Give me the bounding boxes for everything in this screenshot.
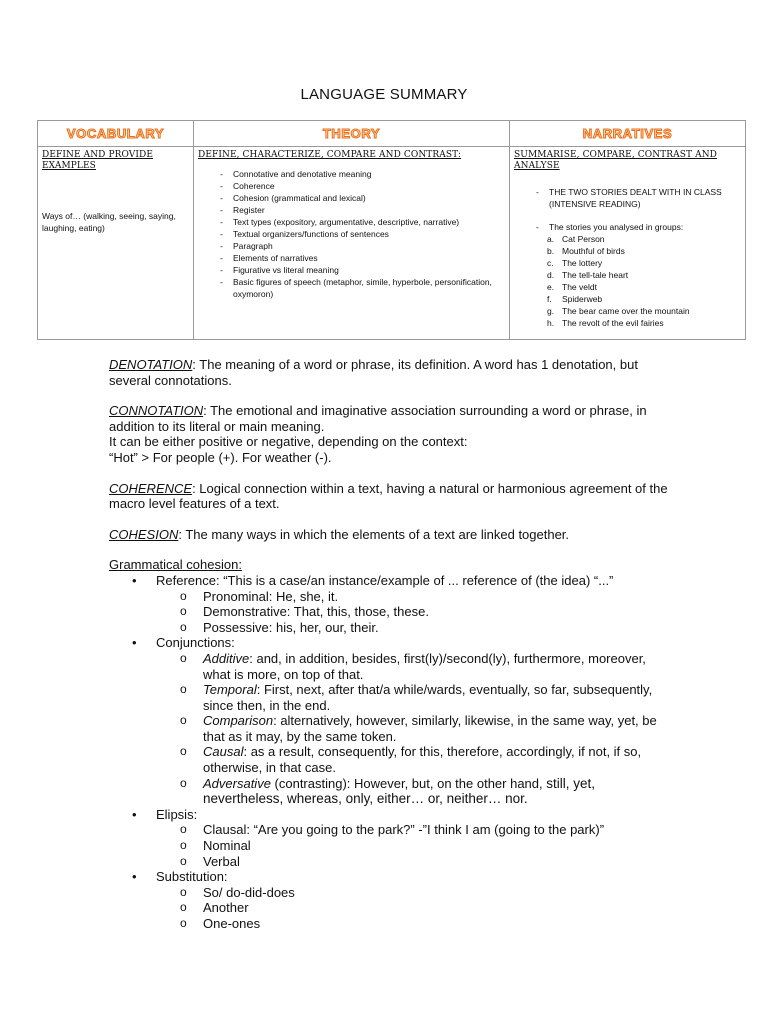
list-item: o Additive: and, in addition, besides, first(ly)/second(ly), furthermore, moreover, what is more, on top of that. (180, 650, 646, 682)
substitution-sublist (156, 885, 669, 932)
header-vocabulary-label: VOCABULARY (66, 125, 165, 141)
vocabulary-text: Ways of… (walking, seeing, saying, laughing, eating) (42, 211, 176, 233)
list-item: o Causal: as a result, consequently, for this, therefore, accordingly, if not, if so, otherwise, in that case. (180, 744, 642, 776)
list-item: o One-ones (180, 916, 261, 931)
theory-cell (194, 147, 510, 340)
list-item: o Nominal (180, 838, 251, 854)
header-theory-label: THEORY (322, 125, 381, 141)
list-item: • Substitution: o So/ do-did-does o Another o One-ones (109, 869, 669, 931)
denotation-term: DENOTATION (109, 357, 193, 372)
page-title: LANGUAGE SUMMARY (300, 86, 468, 103)
list-item: - The stories you analysed in groups: (536, 221, 741, 233)
summary-table (37, 120, 746, 340)
document-body (109, 357, 669, 932)
coherence-term: COHERENCE (109, 480, 193, 496)
list-item: g. The bear came over the mountain (547, 306, 690, 316)
list-item: o Temporal: First, next, after that/a while/wards, eventually, so far, subsequently, since then, in the end. (180, 682, 653, 713)
list-item: e. The veldt (547, 282, 597, 292)
narratives-cell (510, 147, 746, 340)
cohesion-paragraph: COHESION: The many ways in which the elements of a text are linked together. (109, 526, 570, 542)
list-item: • Conjunctions: o Additive: and, in addition, besides, first(ly)/second(ly), furthermore, moreover, what is more, on top of that. o Temporal: First, next, after that/a while/wards, eventually, so far, subsequently, since then, in the end. o Comparison: alternatively, however, similarly, likewise, in the same way, yet, be that as it may, by the same token. o Causal: as a result, consequently, for this, therefore, accordingly, if not, if so, otherwise, in that case. o Adversative (contrasting): However, but, on the other hand, still, yet, nevertheless, whereas, only, either… or, neither… nor. (109, 635, 669, 807)
narratives-list (514, 186, 741, 210)
cohesion-list (109, 573, 669, 932)
list-item: - Basic figures of speech (metaphor, simile, hyperbole, personification, oxymoron) (220, 276, 505, 300)
list-item: d. The tell-tale heart (547, 270, 629, 280)
header-theory (194, 121, 510, 147)
list-item: - THE TWO STORIES DEALT WITH IN CLASS (INTENSIVE READING) (536, 186, 741, 210)
list-item: o Another (180, 900, 249, 916)
header-narratives-label: NARRATIVES (582, 125, 673, 141)
list-item: • Elipsis: o Clausal: “Are you going to the park?” -”I think I am (going to the park)” o Nominal o Verbal (109, 807, 669, 869)
list-item: o Verbal (180, 853, 240, 869)
elipsis-sublist (156, 822, 669, 869)
header-vocabulary (38, 121, 194, 147)
list-item: - Paragraph (220, 240, 505, 252)
list-item: - Cohesion (grammatical and lexical) (220, 192, 505, 204)
list-item: - Text types (expository, argumentative, descriptive, narrative) (220, 216, 505, 228)
list-item: h. The revolt of the evil fairies (547, 318, 664, 328)
list-item: o Possessive: his, her, our, their. (180, 619, 379, 635)
list-item: • Reference: “This is a case/an instance/example of ... reference of (the idea) “...” o Pronominal: He, she, it. o Demonstrative: That, this, those, these. o Possessive: his, her, our, their. (109, 573, 669, 635)
list-item: - Connotative and denotative meaning (220, 168, 505, 180)
connotation-paragraph: CONNOTATION: The emotional and imaginative association surrounding a word or phrase, in addition to its literal or main meaning. It can be either positive or negative, depending on the context: “Hot” > For people (+). For weather (-). (109, 403, 647, 465)
coherence-paragraph: COHERENCE: Logical connection within a text, having a natural or harmonious agreement of the macro level features of a text. (109, 480, 668, 512)
list-item: o Demonstrative: That, this, those, these. (180, 604, 429, 620)
grammatical-cohesion-heading: Grammatical cohesion: (109, 557, 242, 573)
narratives-heading: SUMMARISE, COMPARE, CONTRAST AND ANALYSE (514, 150, 717, 171)
list-item: - Coherence (220, 180, 505, 192)
list-item: c. The lottery (547, 258, 603, 268)
vocabulary-cell (38, 147, 194, 340)
theory-list (198, 168, 505, 300)
cohesion-term: COHESION (109, 526, 179, 542)
list-item: a. Cat Person (547, 234, 605, 244)
list-item: - Elements of narratives (220, 252, 505, 264)
theory-heading: DEFINE, CHARACTERIZE, COMPARE AND CONTRAST: (198, 150, 462, 160)
denotation-paragraph: DENOTATION: The meaning of a word or phrase, its definition. A word has 1 denotation, but several connotations. (109, 357, 638, 388)
header-narratives (510, 121, 746, 147)
conjunctions-sublist (156, 651, 669, 807)
narratives-list-2 (514, 221, 741, 233)
connotation-term: CONNOTATION (109, 403, 204, 419)
list-item: - Register (220, 204, 505, 216)
list-item: o Pronominal: He, she, it. (180, 588, 339, 604)
list-item: o Comparison: alternatively, however, similarly, likewise, in the same way, yet, be that as it may, by the same token. (180, 713, 657, 744)
list-item: o Clausal: “Are you going to the park?” -”I think I am (going to the park)” (180, 822, 605, 838)
list-item: o So/ do-did-does (180, 884, 295, 900)
list-item: f. Spiderweb (547, 294, 603, 304)
stories-list (514, 233, 741, 329)
reference-sublist (156, 589, 669, 636)
list-item: - Figurative vs literal meaning (220, 264, 505, 276)
vocabulary-heading: DEFINE AND PROVIDE EXAMPLES (42, 150, 154, 171)
list-item: b. Mouthful of birds (547, 246, 625, 256)
list-item: - Textual organizers/functions of sentences (220, 228, 505, 240)
list-item: o Adversative (contrasting): However, but, on the other hand, still, yet, nevertheless, whereas, only, either… or, neither… nor. (180, 775, 596, 807)
